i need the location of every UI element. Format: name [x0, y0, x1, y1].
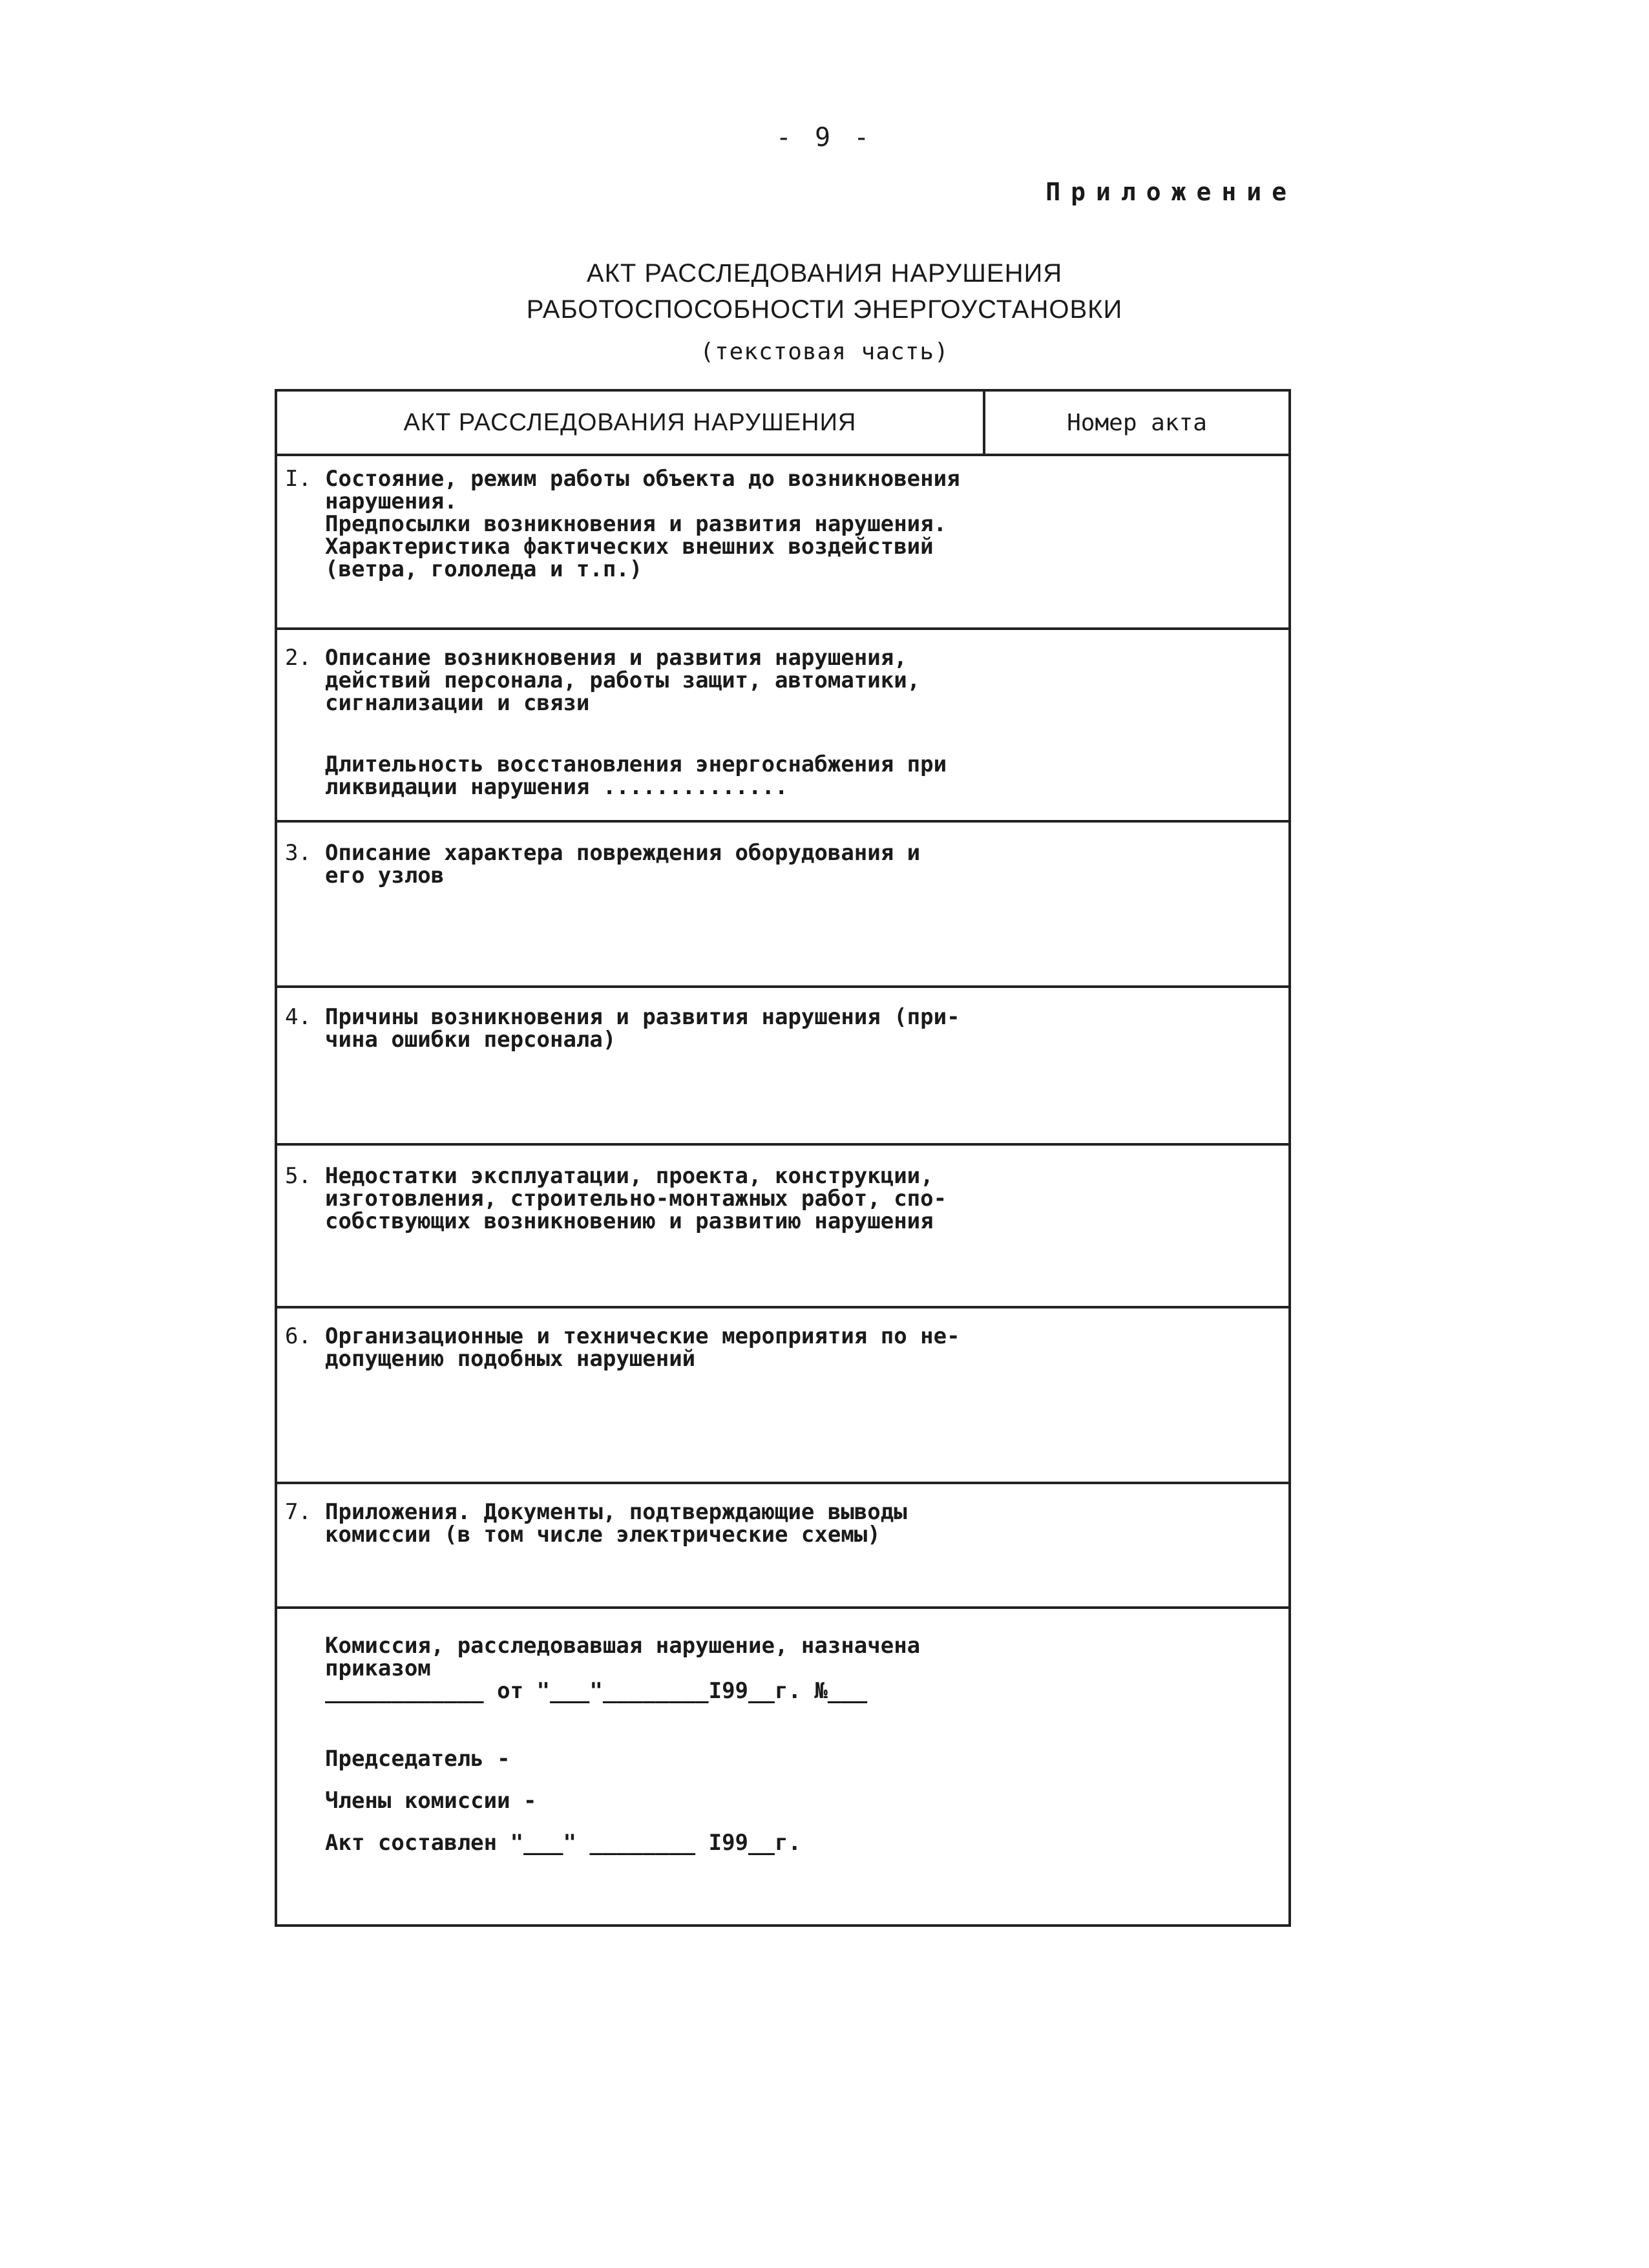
section-5[interactable] [277, 1146, 1288, 1308]
section-text: Недостатки эксплуатации, проекта, конструкции, изготовления, строительно-монтажных работ, спо- собствующих возникновению и развитию нарушения [325, 1163, 947, 1234]
act-form [275, 389, 1291, 1927]
form-header [277, 392, 1288, 456]
document-title [0, 255, 1649, 370]
section-number: 5. [285, 1163, 311, 1189]
section-7[interactable] [277, 1484, 1288, 1609]
section-text: Причины возникновения и развития нарушения (при- чина ошибки персонала) [325, 1004, 960, 1053]
section-2[interactable] [277, 630, 1288, 823]
section-text: Описание возникновения и развития нарушения, действий персонала, работы защит, автоматики, сигнализации и связи [325, 645, 921, 716]
act-number-field[interactable]: Номер акта [1067, 409, 1207, 436]
commission-line-2: приказом [325, 1655, 431, 1681]
section-number: 7. [285, 1499, 311, 1525]
section-text: Организационные и технические мероприятия по не- допущению подобных нарушений [325, 1323, 960, 1372]
section-text: Приложения. Документы, подтверждающие выводы комиссии (в том числе электрические схемы) [325, 1499, 907, 1548]
act-date-line[interactable]: Акт составлен "___" ________ I99__г. [325, 1830, 801, 1856]
section-number: 4. [285, 1004, 311, 1030]
section-4[interactable] [277, 988, 1288, 1146]
section-1[interactable] [277, 456, 1288, 630]
section-3[interactable] [277, 823, 1288, 988]
section-text: Состояние, режим работы объекта до возникновения нарушения. Предпосылки возникновения и развития нарушения. Характеристика фактических внешних воздействий (ветра, гололеда и т.п.) [325, 466, 960, 582]
chairman-line[interactable]: Председатель - [325, 1746, 510, 1772]
appendix-label: Приложение [1045, 178, 1297, 206]
section-text: Описание характера повреждения оборудования и его узлов [325, 840, 921, 888]
commission-line-1: Комиссия, расследовавшая нарушение, назначена [325, 1633, 921, 1659]
title-line-2: РАБОТОСПОСОБНОСТИ ЭНЕРГОУСТАНОВКИ [526, 295, 1123, 324]
title-subtitle: (текстовая часть) [700, 339, 949, 365]
section-number: 6. [285, 1323, 311, 1349]
page-number: - 9 - [775, 123, 874, 152]
restoration-duration: Длительность восстановления энергоснабжения при ликвидации нарушения .............. [325, 751, 947, 800]
form-header-title: АКТ РАССЛЕДОВАНИЯ НАРУШЕНИЯ [277, 392, 985, 454]
section-number: 3. [285, 840, 311, 866]
members-line[interactable]: Члены комиссии - [325, 1788, 537, 1814]
title-line-1: АКТ РАССЛЕДОВАНИЯ НАРУШЕНИЯ [586, 259, 1063, 288]
commission-section[interactable] [277, 1609, 1288, 1926]
section-number: 2. [285, 645, 311, 671]
section-6[interactable] [277, 1308, 1288, 1484]
order-line[interactable]: ____________ от "___"________I99__г. №___ [325, 1678, 868, 1704]
section-number: I. [285, 466, 311, 492]
